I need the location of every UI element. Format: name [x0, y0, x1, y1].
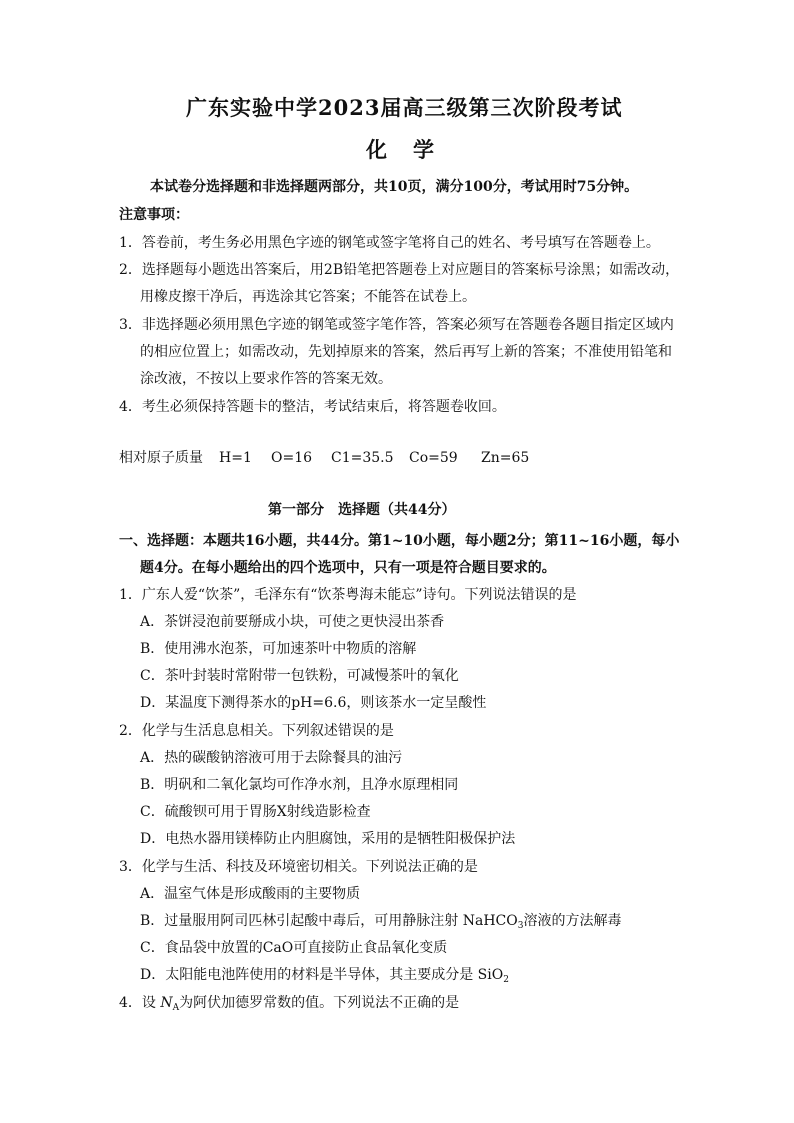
question-3-option-c: C．食品袋中放置的CaO可直接防止食品氧化变质 [140, 940, 448, 956]
part1-title: 第一部分 选择题（共44分） [268, 502, 456, 518]
part1-instruction-line-1: 一、选择题：本题共16小题，共44分。第1~10小题，每小题2分；第11~16小题，每小 [119, 533, 680, 549]
atomic-masses-label: 相对原子质量 [119, 450, 203, 466]
question-1-option-c: C．茶叶封装时常附带一包铁粉，可减慢茶叶的氧化 [140, 668, 459, 684]
question-2-option-a: A．热的碳酸钠溶液可用于去除餐具的油污 [140, 750, 403, 766]
question-2-option-c: C．硫酸钡可用于胃肠X射线造影检查 [140, 804, 371, 820]
note-3-line-3: 涂改液，不按以上要求作答的答案无效。 [140, 371, 392, 387]
avogadro-subscript: A [172, 1003, 180, 1013]
atomic-masses-row [119, 448, 539, 468]
atomic-mass-zn: Zn=65 [481, 450, 530, 466]
subscript-3: 3 [517, 921, 524, 931]
question-3-stem: 3．化学与生活、科技及环境密切相关。下列说法正确的是 [119, 859, 478, 875]
atomic-mass-cl: C1=35.5 [331, 450, 394, 466]
question-3-option-a: A．温室气体是形成酸雨的主要物质 [140, 886, 361, 902]
exam-title: 广东实验中学2023届高三级第三次阶段考试 [186, 95, 623, 120]
question-1-option-a: A．茶饼浸泡前要掰成小块，可使之更快浸出茶香 [140, 614, 445, 630]
question-2-option-d: D．电热水器用镁棒防止内胆腐蚀，采用的是牺牲阳极保护法 [140, 831, 516, 847]
question-3-option-b [140, 911, 621, 931]
note-4: 4．考生必须保持答题卡的整洁，考试结束后，将答题卷收回。 [119, 399, 506, 415]
note-1: 1．答卷前，考生务必用黑色字迹的钢笔或签字笔将自己的姓名、考号填写在答题卷上。 [119, 235, 660, 251]
part1-instruction-line-2: 题4分。在每小题给出的四个选项中，只有一项是符合题目要求的。 [140, 560, 556, 576]
question-2-stem: 2．化学与生活息息相关。下列叙述错误的是 [119, 723, 394, 739]
question-3-option-d-text: D．太阳能电池阵使用的材料是半导体，其主要成分是 SiO [140, 967, 504, 983]
question-4-number: 4．设 [119, 995, 161, 1011]
avogadro-symbol: N [160, 995, 173, 1011]
question-4-stem [119, 993, 459, 1013]
atomic-mass-h: H=1 [219, 450, 252, 466]
question-1-option-d: D．某温度下测得茶水的pH=6.6，则该茶水一定呈酸性 [140, 695, 487, 711]
question-3-option-d [140, 965, 509, 985]
question-1-option-b: B．使用沸水泡茶，可加速茶叶中物质的溶解 [140, 641, 417, 657]
question-3-option-b-tail: 溶液的方法解毒 [523, 913, 622, 929]
subject-title [366, 137, 434, 162]
note-2-line-2: 用橡皮擦干净后，再选涂其它答案；不能答在试卷上。 [140, 289, 476, 305]
question-1-stem: 1．广东人爱“饮茶”，毛泽东有“饮茶粤海未能忘”诗句。下列说法错误的是 [119, 587, 577, 603]
atomic-mass-o: O=16 [271, 450, 313, 466]
subscript-2: 2 [503, 975, 509, 985]
notes-heading: 注意事项： [119, 207, 189, 223]
note-3-line-2: 的相应位置上；如需改动，先划掉原来的答案，然后再写上新的答案；不准使用铅笔和 [140, 344, 672, 360]
subject-char-1: 化 [366, 137, 387, 162]
question-4-text: 为阿伏加德罗常数的值。下列说法不正确的是 [179, 995, 460, 1011]
note-2-line-1: 2．选择题每小题选出答案后，用2B铅笔把答题卷上对应题目的答案标号涂黑；如需改动， [119, 262, 680, 278]
exam-info: 本试卷分选择题和非选择题两部分，共10页，满分100分，考试用时75分钟。 [150, 179, 639, 195]
atomic-mass-co: Co=59 [409, 450, 458, 466]
question-3-option-b-text: B．过量服用阿司匹林引起酸中毒后，可用静脉注射 NaHCO [140, 913, 518, 929]
note-3-line-1: 3．非选择题必须用黑色字迹的钢笔或签字笔作答，答案必须写在答题卷各题目指定区域内 [119, 317, 674, 333]
subject-char-2: 学 [413, 137, 434, 162]
question-2-option-b: B．明矾和二氧化氯均可作净水剂，且净水原理相同 [140, 777, 459, 793]
